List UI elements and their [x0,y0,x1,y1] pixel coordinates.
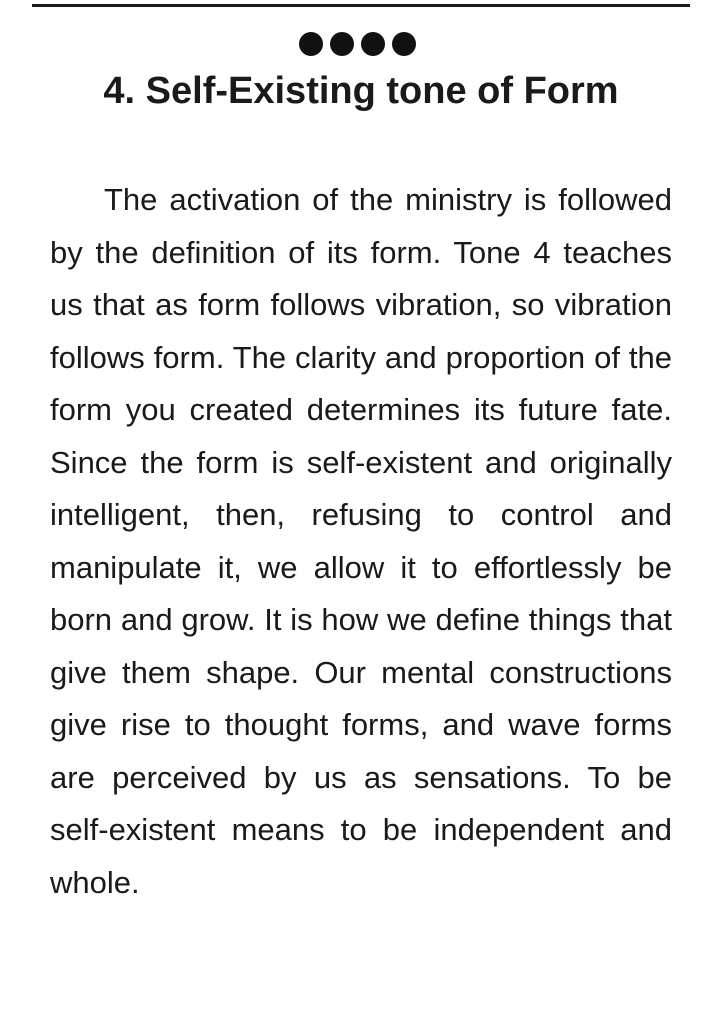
top-divider [32,4,690,7]
ornament-dots [0,32,714,56]
section-paragraph: The activation of the ministry is followed by the definition of its form. Tone 4 teaches us that as form follows vibration, so vibration follows form. The clarity and proportion of the form you created determines its future fate. Since the form is self-existent and originally intelligent, then, refusing to control and manipulate it, we allow it to effortlessly be born and grow. It is how we define things that give them shape. Our mental constructions give rise to thought forms, and wave forms are perceived by us as sensations. To be self-existent means to be independent and whole. [50,182,672,900]
ornament-dot [330,32,354,56]
ornament-dot [392,32,416,56]
section-heading: 4. Self-Existing tone of Form [103,70,619,112]
ornament-dot [299,32,323,56]
ornament-dot [361,32,385,56]
